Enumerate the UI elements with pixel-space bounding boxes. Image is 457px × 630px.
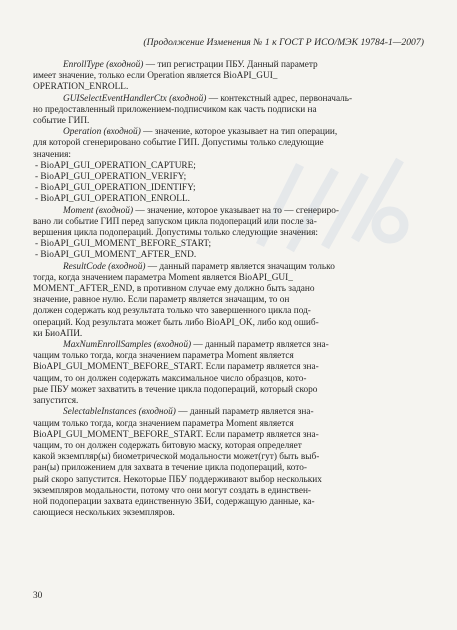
paragraph-gui-select-ctx: GUISelectEventHandlerCtx (входной) — контекстный адрес, первоначаль- но предоставленный приложением-подписчиком как часть подписки на событие ГИП. (33, 93, 353, 127)
paragraph-result-code: ResultCode (входной) — данный параметр является значащим только тогда, когда значением параметра Moment является BioAPI_GUI_ MOMENT_AFTER_END, в противном случае ему должно быть задано значение, равное нулю. Если параметр является значащим, то он должен содержать код результата только что завершенного цикла под- операций. Код результата может быть либо BioAPI_OK, либо код ошиб- ки БиоАПИ. (33, 261, 335, 339)
page-header: (Продолжение Изменения № 1 к ГОСТ Р ИСО/МЭК 19784-1—2007) (143, 37, 424, 48)
list-item: - BioAPI_GUI_MOMENT_AFTER_END. (35, 250, 197, 261)
document-body (33, 60, 391, 519)
list-item: - BioAPI_GUI_MOMENT_BEFORE_START; (35, 239, 212, 250)
paragraph-enroll-type: EnrollType (входной) — тип регистрации ПБУ. Данный параметр имеет значение, только если Operation является BioAPI_GUI_ OPERATION_ENROLL. (33, 60, 318, 93)
list-item: - BioAPI_GUI_OPERATION_ENROLL. (35, 194, 190, 205)
list-item: - BioAPI_GUI_OPERATION_VERIFY; (35, 172, 187, 183)
list-item: - BioAPI_GUI_OPERATION_IDENTIFY; (35, 183, 196, 194)
paragraph-selectable-instances: SelectableInstances (входной) — данный параметр является зна- чащим только тогда, когда значением параметра Moment является BioAPI_GUI_MOMENT_BEFORE_START. Если параметр является зна- чащим, то он должен содержать битовую маску, которая определяет какой экземпляр(ы) биометрической модальности может(гут) быть выб- ран(ы) приложением для захвата в течение цикла подопераций, кото- рый скоро запустится. Некоторые ПБУ поддерживают выбор нескольких экземпляров модальности, потому что они могут создать в единствен- ной подоперации захвата единственную ЗБИ, содержащую данные, ка- сающиеся нескольких экземпляров. (33, 407, 322, 519)
paragraph-max-num-enroll-samples: MaxNumEnrollSamples (входной) — данный параметр является зна- чащим только тогда, когда значением параметра Moment является BioAPI_GUI_MOMENT_BEFORE_START. Если параметр является зна- чащим, то он должен содержать максимальное число образцов, кото- рые ПБУ может захватить в течение цикла подопераций, который скоро запустится. (33, 340, 329, 407)
page-number: 30 (33, 591, 43, 601)
paragraph-operation: Operation (входной) — значение, которое указывает на тип операции, для которой сгенерировано событие ГИП. Допустимы только следующие значения: (33, 127, 338, 160)
list-item: - BioAPI_GUI_OPERATION_CAPTURE; (35, 160, 196, 171)
paragraph-moment: Moment (входной) — значение, которое указывает на то — сгенериро- вано ли событие ГИП перед запуском цикла подопераций или после за- вершения цикла подопераций. Допустимы только следующие значения: (33, 205, 339, 239)
